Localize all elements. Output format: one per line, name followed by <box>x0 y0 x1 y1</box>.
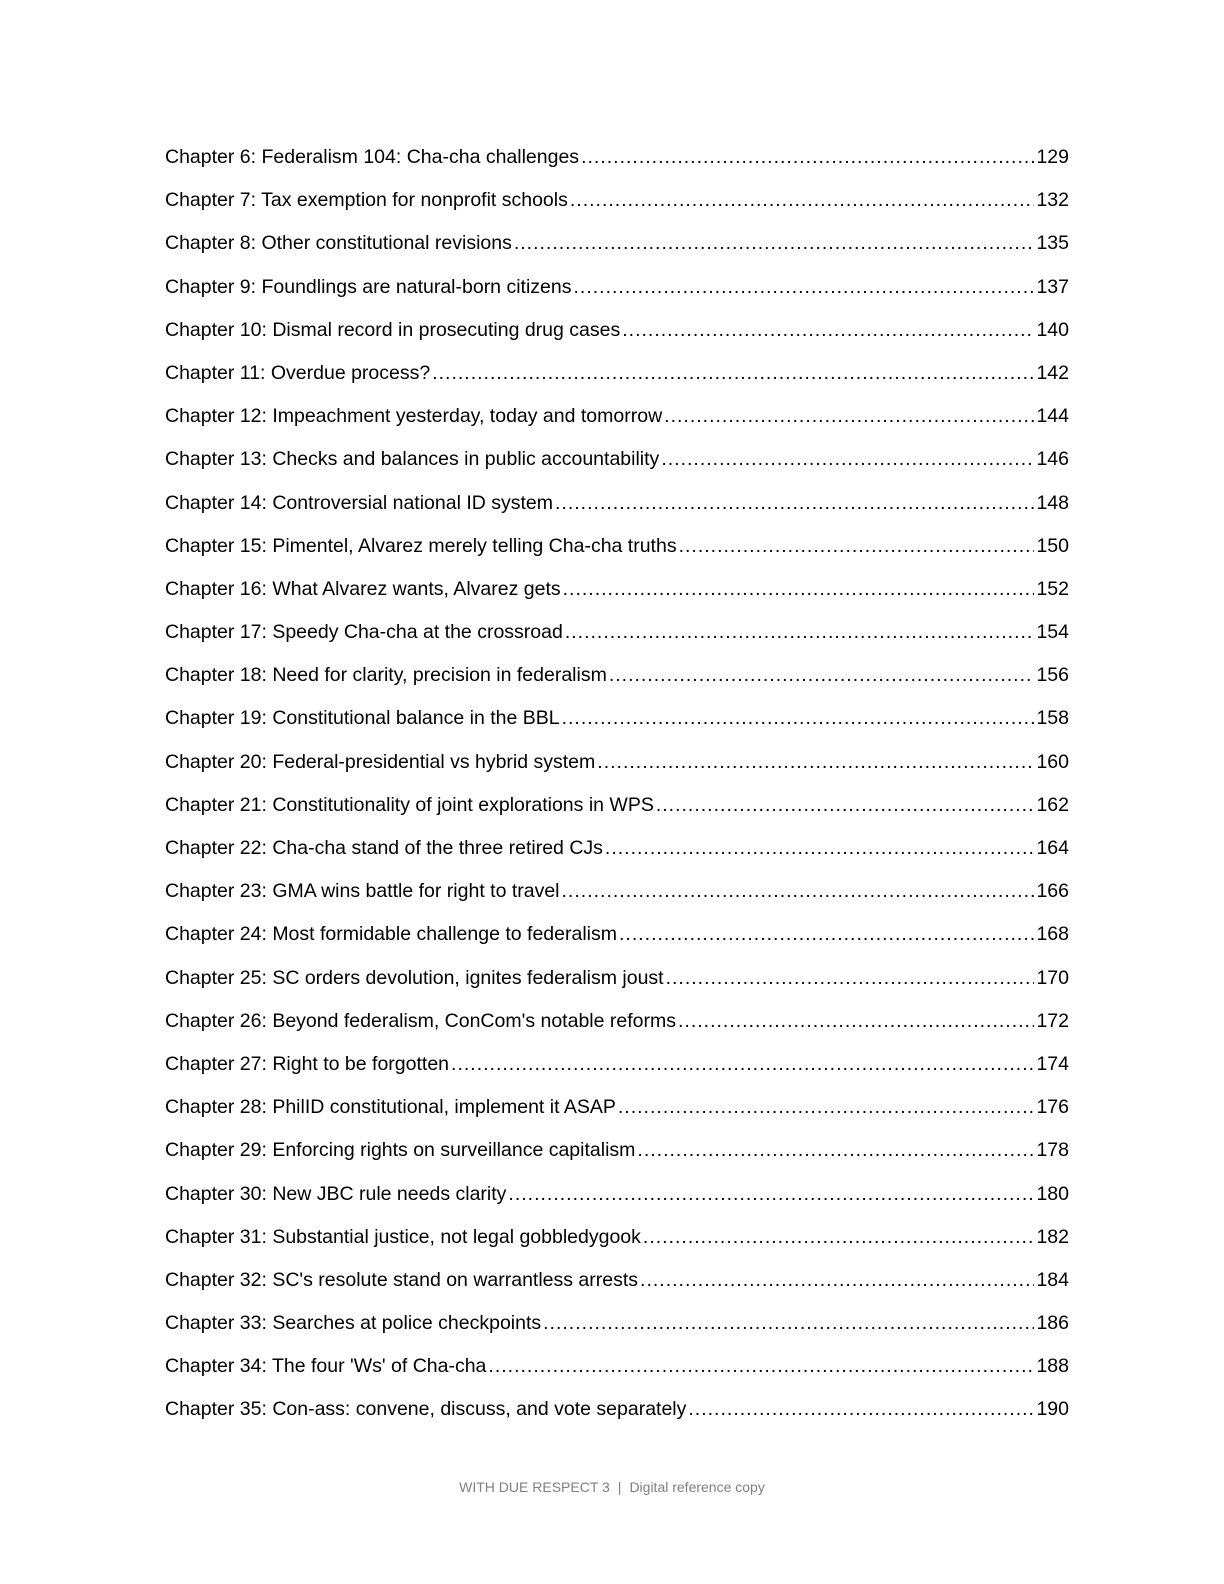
toc-entry <box>165 1134 1069 1177</box>
toc-entry-title: Chapter 18: Need for clarity, precision in federalism <box>165 664 607 687</box>
toc-entry-title: Chapter 6: Federalism 104: Cha-cha challenges <box>165 146 580 168</box>
toc-entry <box>165 1048 1069 1091</box>
toc-entry-page: 154 <box>1036 621 1069 644</box>
toc-entry <box>165 962 1069 1005</box>
toc-entry-page: 190 <box>1036 1398 1069 1421</box>
toc-entry <box>165 271 1069 314</box>
toc-entry-page: 160 <box>1036 750 1069 773</box>
toc-entry-title: Chapter 32: SC's resolute stand on warrantless arrests <box>165 1268 639 1291</box>
toc-entry-title: Chapter 23: GMA wins battle for right to travel <box>165 880 560 903</box>
toc-entry <box>165 184 1069 227</box>
toc-entry-page: 180 <box>1036 1182 1069 1205</box>
toc-entry-page: 140 <box>1036 318 1069 341</box>
toc-entry-title: Chapter 7: Tax exemption for nonprofit schools <box>165 189 568 212</box>
dot-leader <box>640 1264 1034 1296</box>
toc-entry-page: 144 <box>1036 405 1069 428</box>
toc-entry <box>165 400 1069 443</box>
dot-leader <box>432 357 1034 389</box>
toc-entry <box>165 875 1069 918</box>
toc-entry <box>165 702 1069 745</box>
toc-entry-title: Chapter 30: New JBC rule needs clarity <box>165 1182 507 1205</box>
dot-leader <box>514 227 1035 259</box>
toc-entry-title: Chapter 21: Constitutionality of joint explorations in WPS <box>165 793 654 816</box>
footer-separator: | <box>617 1479 622 1495</box>
toc-entry <box>165 832 1069 875</box>
dot-leader <box>562 875 1035 907</box>
toc-entry-title: Chapter 12: Impeachment yesterday, today and tomorrow <box>165 405 663 428</box>
toc-entry-page: 162 <box>1036 793 1069 816</box>
toc-entry-title: Chapter 10: Dismal record in prosecuting drug cases <box>165 318 621 341</box>
toc-entry-title: Chapter 27: Right to be forgotten <box>165 1052 450 1075</box>
toc-entry-page: 176 <box>1036 1096 1069 1119</box>
toc-entry-title: Chapter 15: Pimentel, Alvarez merely telling Cha-cha truths <box>165 534 677 557</box>
toc-entry-title: Chapter 8: Other constitutional revisions <box>165 232 512 255</box>
footer-note: Digital reference copy <box>629 1479 765 1495</box>
toc-entry <box>165 1350 1069 1393</box>
toc-entry <box>165 1091 1069 1134</box>
dot-leader <box>562 702 1035 734</box>
toc-entry-page: 172 <box>1036 1009 1069 1032</box>
toc-entry <box>165 659 1069 702</box>
dot-leader <box>570 184 1035 216</box>
toc-entry-page: 174 <box>1036 1052 1069 1075</box>
toc-entry <box>165 357 1069 400</box>
toc-entry-title: Chapter 33: Searches at police checkpoints <box>165 1312 542 1335</box>
dot-leader <box>664 400 1034 432</box>
dot-leader <box>618 1091 1035 1123</box>
toc-entry-title: Chapter 28: PhilID constitutional, implement it ASAP <box>165 1096 616 1119</box>
toc-entry-page: 156 <box>1036 664 1069 687</box>
dot-leader <box>679 530 1035 562</box>
toc-entry-page: 188 <box>1036 1355 1069 1378</box>
toc-entry <box>165 227 1069 270</box>
toc-entry <box>165 746 1069 789</box>
toc-entry-title: Chapter 16: What Alvarez wants, Alvarez gets <box>165 577 561 600</box>
toc-entry-page: 178 <box>1036 1139 1069 1162</box>
dot-leader <box>678 1005 1034 1037</box>
toc-entry <box>165 573 1069 616</box>
toc-entry-title: Chapter 13: Checks and balances in public accountability <box>165 448 660 471</box>
dot-leader <box>637 1134 1034 1166</box>
dot-leader <box>555 487 1034 519</box>
toc-entry-title: Chapter 11: Overdue process? <box>165 361 431 384</box>
toc-entry-title: Chapter 9: Foundlings are natural-born citizens <box>165 275 572 298</box>
dot-leader <box>451 1048 1034 1080</box>
dot-leader <box>573 271 1034 303</box>
toc-entry <box>165 1264 1069 1307</box>
toc-entry-page: 150 <box>1036 534 1069 557</box>
dot-leader <box>688 1393 1034 1425</box>
dot-leader <box>609 659 1035 691</box>
toc-entry <box>165 1393 1069 1436</box>
toc-entry-title: Chapter 26: Beyond federalism, ConCom's notable reforms <box>165 1009 676 1032</box>
toc-entry-page: 182 <box>1036 1225 1069 1248</box>
dot-leader <box>666 962 1035 994</box>
toc-entry-page: 166 <box>1036 880 1069 903</box>
toc-entry-page: 184 <box>1036 1268 1069 1291</box>
toc-entry <box>165 789 1069 832</box>
toc-entry-page: 135 <box>1036 232 1069 255</box>
footer-book-title: WITH DUE RESPECT 3 <box>459 1479 610 1495</box>
toc-entry <box>165 1005 1069 1048</box>
toc-entry-page: 170 <box>1036 966 1069 989</box>
toc-entry-title: Chapter 22: Cha-cha stand of the three retired CJs <box>165 837 603 859</box>
toc-entry-page: 132 <box>1036 189 1069 212</box>
toc-entry-title: Chapter 34: The four 'Ws' of Cha-cha <box>165 1355 487 1378</box>
toc-entry <box>165 141 1069 184</box>
toc-entry <box>165 487 1069 530</box>
toc-entry-page: 168 <box>1036 923 1069 946</box>
dot-leader <box>581 141 1034 173</box>
toc-entry-page: 158 <box>1036 707 1069 730</box>
toc-entry-page: 186 <box>1036 1312 1069 1335</box>
toc-entry <box>165 530 1069 573</box>
toc-entry-title: Chapter 24: Most formidable challenge to federalism <box>165 923 617 946</box>
dot-leader <box>661 443 1034 475</box>
toc-entry <box>165 616 1069 659</box>
dot-leader <box>565 616 1035 648</box>
toc-entry-page: 142 <box>1036 361 1069 384</box>
toc-entry <box>165 314 1069 357</box>
dot-leader <box>508 1178 1034 1210</box>
toc-entry-page: 146 <box>1036 448 1069 471</box>
toc-entry <box>165 1221 1069 1264</box>
dot-leader <box>543 1307 1034 1339</box>
dot-leader <box>622 314 1034 346</box>
toc-entry-title: Chapter 29: Enforcing rights on surveillance capitalism <box>165 1139 636 1162</box>
toc-entry <box>165 1307 1069 1350</box>
toc-entry <box>165 443 1069 486</box>
toc-entry <box>165 918 1069 961</box>
toc-entry-page: 148 <box>1036 491 1069 514</box>
dot-leader <box>597 746 1034 778</box>
toc-entry-title: Chapter 20: Federal-presidential vs hybrid system <box>165 750 596 773</box>
dot-leader <box>643 1221 1035 1253</box>
dot-leader <box>656 789 1035 821</box>
dot-leader <box>563 573 1035 605</box>
toc-entry-title: Chapter 17: Speedy Cha-cha at the crossroad <box>165 621 563 644</box>
table-of-contents <box>165 141 1069 1437</box>
toc-entry-title: Chapter 31: Substantial justice, not legal gobbledygook <box>165 1225 641 1248</box>
toc-entry-title: Chapter 25: SC orders devolution, ignites federalism joust <box>165 966 664 989</box>
toc-entry-title: Chapter 14: Controversial national ID system <box>165 491 554 514</box>
toc-entry-page: 152 <box>1036 577 1069 600</box>
toc-entry-page: 164 <box>1036 837 1069 859</box>
dot-leader <box>619 918 1034 950</box>
toc-entry-title: Chapter 19: Constitutional balance in the BBL <box>165 707 560 730</box>
dot-leader <box>488 1350 1034 1382</box>
page-footer <box>0 1479 1224 1495</box>
toc-entry-title: Chapter 35: Con-ass: convene, discuss, and vote separately <box>165 1398 687 1421</box>
toc-entry-page: 137 <box>1036 275 1069 298</box>
toc-entry-page: 129 <box>1036 146 1069 168</box>
dot-leader <box>605 832 1035 864</box>
toc-entry <box>165 1178 1069 1221</box>
